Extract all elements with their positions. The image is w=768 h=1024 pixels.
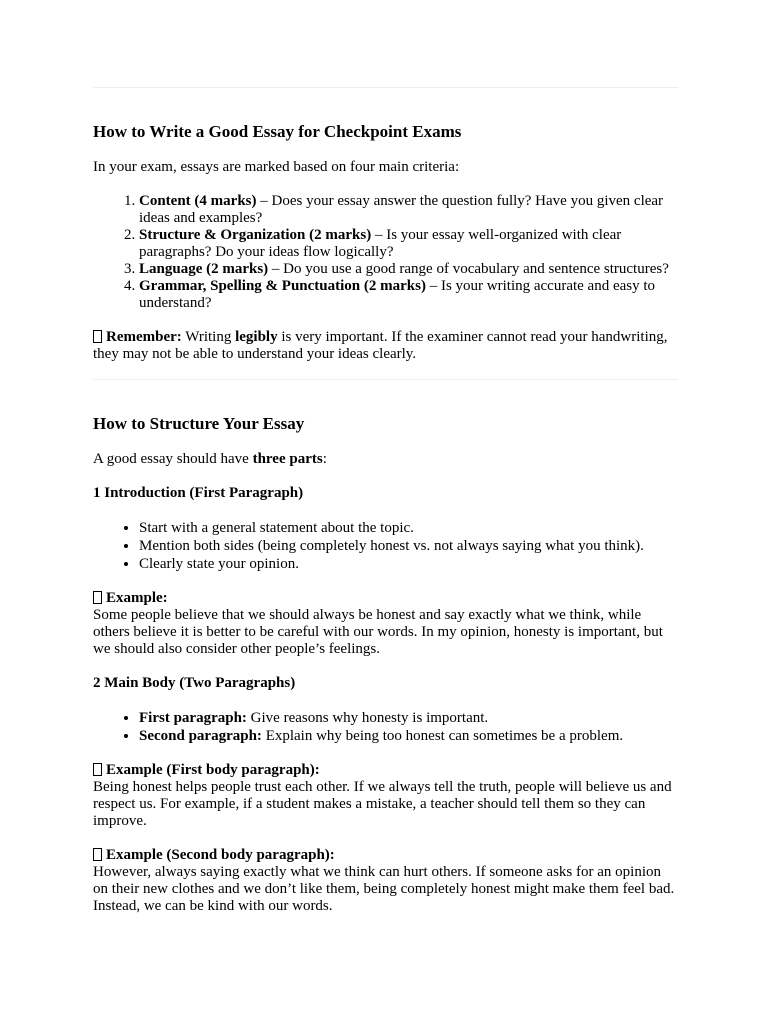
remember-bold: legibly	[235, 329, 278, 345]
missing-glyph-icon	[93, 591, 102, 604]
bullet-text: Give reasons why honesty is important.	[246, 710, 489, 726]
section2-intro-bold: three parts	[252, 451, 323, 467]
criteria-label: Content (4 marks)	[139, 193, 257, 209]
remember-label: Remember:	[106, 329, 182, 345]
document-page	[93, 0, 678, 915]
missing-glyph-icon	[93, 330, 102, 343]
missing-glyph-icon	[93, 848, 102, 861]
remember-text-post: is very important. If the examiner cannot read your handwriting, they may not be able to understand your ideas clearly.	[93, 329, 668, 362]
criteria-item	[139, 261, 678, 278]
top-divider	[93, 87, 678, 88]
mid-divider	[93, 379, 678, 380]
criteria-item	[139, 193, 678, 227]
bullet-label: First paragraph:	[139, 710, 247, 726]
list-item	[139, 727, 678, 745]
remember-text-pre: Writing	[181, 329, 236, 345]
criteria-text: – Does your essay answer the question fully? Have you given clear ideas and examples?	[139, 193, 664, 226]
section2-intro-pre: A good essay should have	[93, 451, 253, 467]
section1-intro: In your exam, essays are marked based on four main criteria:	[93, 159, 460, 175]
bullet-text: Explain why being too honest can sometimes be a problem.	[261, 728, 624, 744]
criteria-text: – Is your writing accurate and easy to understand?	[139, 278, 656, 311]
criteria-label: Language (2 marks)	[139, 261, 269, 277]
missing-glyph-icon	[93, 763, 102, 776]
section2-intro-post: :	[322, 451, 327, 467]
remember-note	[93, 329, 678, 363]
criteria-text: – Is your essay well-organized with clear paragraphs? Do your ideas flow logically?	[139, 227, 622, 260]
intro-heading: 1 Introduction (First Paragraph)	[93, 485, 304, 501]
body-bullets	[93, 709, 678, 745]
section1-title: How to Write a Good Essay for Checkpoint Exams	[93, 122, 462, 141]
intro-bullets	[93, 519, 678, 573]
section2-intro	[93, 451, 678, 468]
list-item	[139, 709, 678, 727]
example3-label: Example (Second body paragraph):	[106, 847, 335, 863]
criteria-label: Grammar, Spelling & Punctuation (2 marks)	[139, 278, 426, 294]
body-heading: 2 Main Body (Two Paragraphs)	[93, 675, 296, 691]
criteria-item	[139, 227, 678, 261]
example1-heading	[93, 590, 678, 607]
example3-text: However, always saying exactly what we think can hurt others. If someone asks for an opinion on their new clothes and we don’t like them, being completely honest might make them feel bad. Instead, we can be kind with our words.	[93, 864, 675, 914]
example1-label: Example:	[106, 590, 168, 606]
criteria-label: Structure & Organization (2 marks)	[139, 227, 372, 243]
list-item: • Clearly state your opinion.	[139, 555, 678, 573]
example2-heading	[93, 762, 678, 779]
example2-text: Being honest helps people trust each other. If we always tell the truth, people will believe us and respect us. For example, if a student makes a mistake, a teacher should tell them so they can improve.	[93, 779, 672, 829]
list-item: • Mention both sides (being completely honest vs. not always saying what you think).	[139, 537, 678, 555]
criteria-text: – Do you use a good range of vocabulary and sentence structures?	[268, 261, 669, 277]
list-item: • Start with a general statement about the topic.	[139, 519, 678, 537]
example1-text: Some people believe that we should always be honest and say exactly what we think, while others believe it is better to be careful with our words. In my opinion, honesty is important, but we should also consider other people’s feelings.	[93, 607, 663, 657]
criteria-list	[93, 193, 678, 312]
criteria-item	[139, 278, 678, 312]
section2-title: How to Structure Your Essay	[93, 414, 305, 433]
bullet-label: Second paragraph:	[139, 728, 262, 744]
example2-label: Example (First body paragraph):	[106, 762, 320, 778]
example3-heading	[93, 847, 678, 864]
